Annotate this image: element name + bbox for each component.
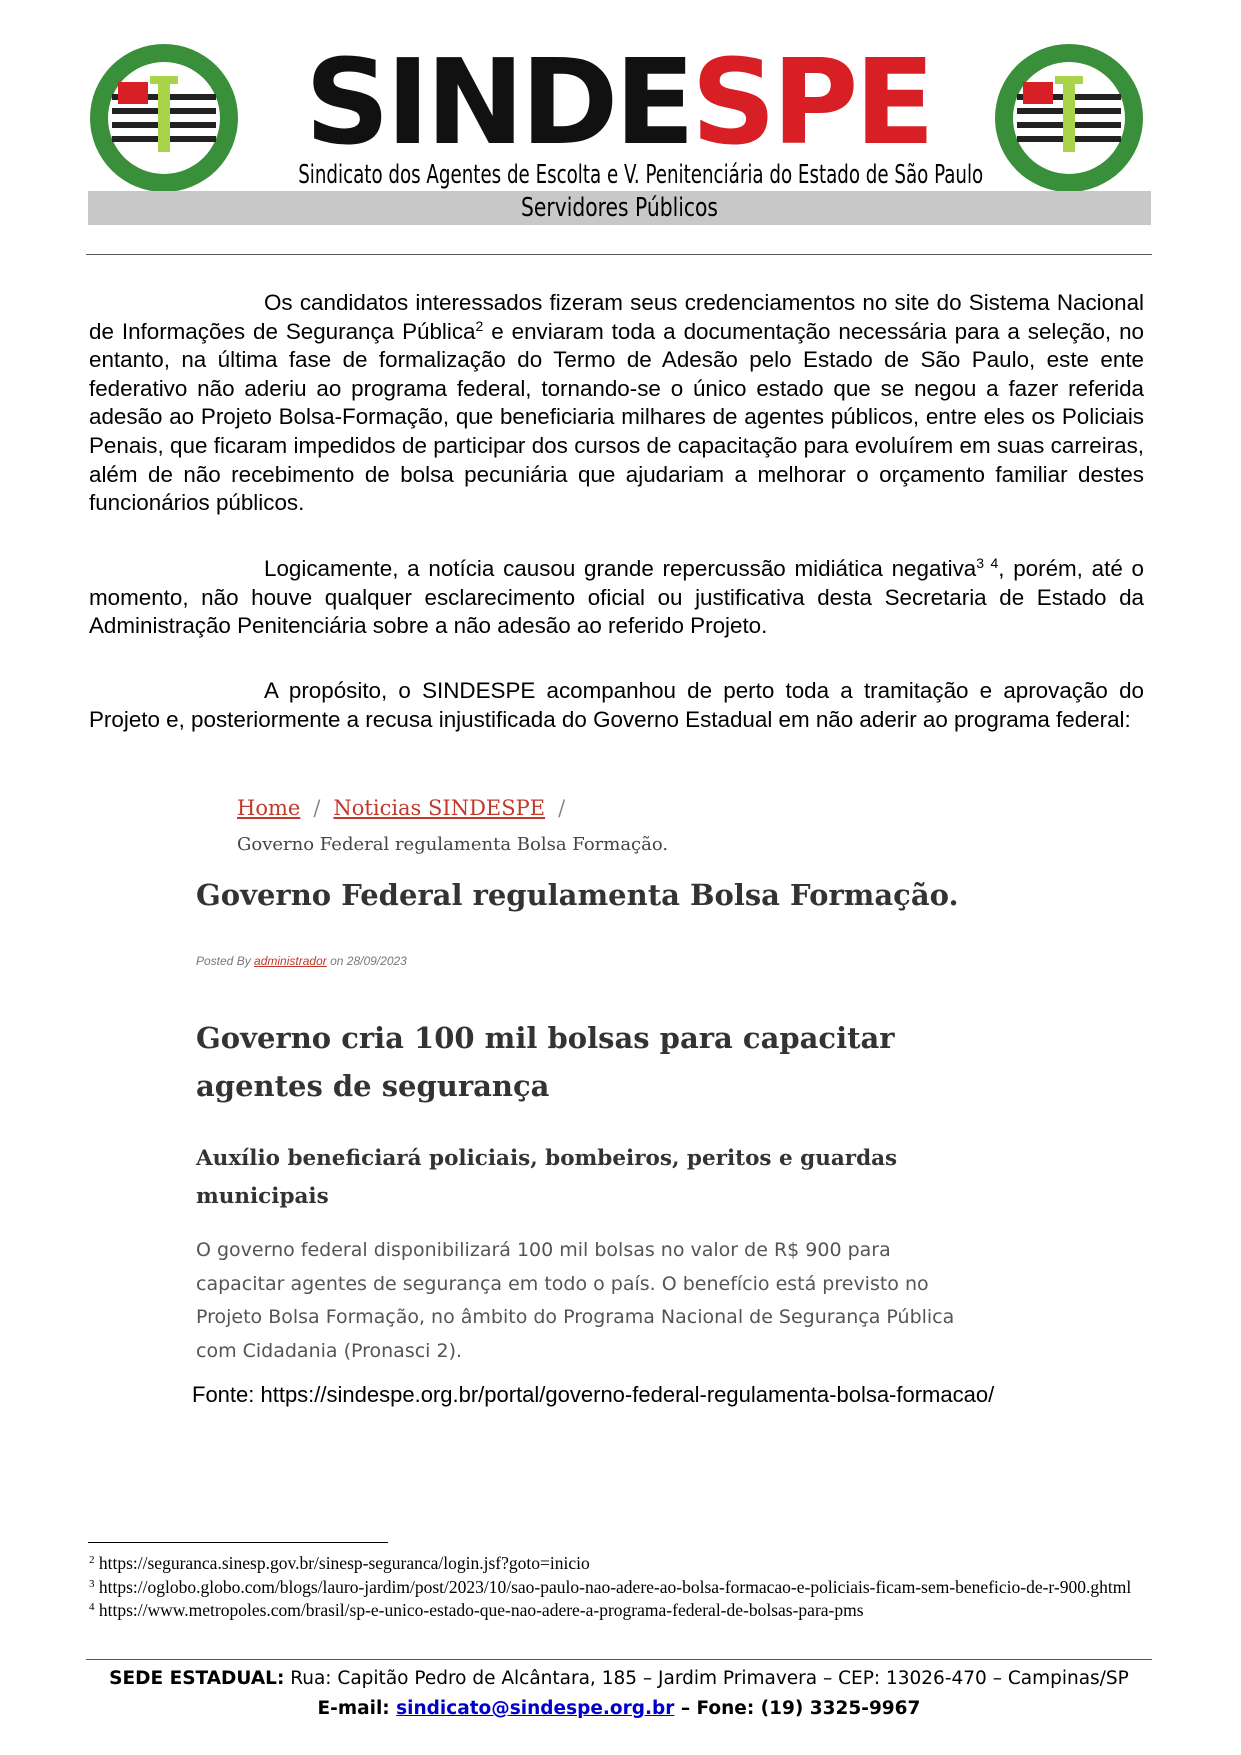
author-link[interactable]: administrador <box>254 954 327 968</box>
footnote-separator <box>88 1542 388 1543</box>
header-divider <box>86 254 1152 255</box>
page-footer <box>86 1664 1152 1724</box>
footnote-link[interactable]: https://oglobo.globo.com/blogs/lauro-jardim/post/2023/10/sao-paulo-nao-adere-ao-bolsa-formacao-e-policiais-ficam-sem-beneficio-de-r-900.ghtml <box>98 1576 1132 1597</box>
footnote-ref-2[interactable]: 2 <box>475 317 484 334</box>
breadcrumb-news-link[interactable]: Noticias SINDESPE <box>333 796 546 820</box>
paragraph-2: Logicamente, a notícia causou grande repercussão midiática negativa$^{3 4}$, porém, até o momento, não houve qualquer esclarecimento oficial ou justificativa desta Secretaria de Estado da Administração Penitenciária sobre a não adesão ao referido Projeto. <box>89 555 1144 639</box>
embedded-news-screenshot <box>192 796 959 1362</box>
email-link[interactable]: sindicato@sindespe.org.br <box>396 1698 675 1719</box>
article-lead: O governo federal disponibilizará 100 mil bolsas no valor de R$ 900 para capacitar agentes de segurança em todo o país. O benefício está previsto no Projeto Bolsa Formação, no âmbito do Programa Nacional de Segurança Pública com Cidadania (Pronasci 2). <box>196 1239 955 1362</box>
breadcrumb: Home / Noticias SINDESPE / <box>237 796 566 820</box>
article-title: Governo Federal regulamenta Bolsa Formação. <box>196 878 959 912</box>
footer-contact: E-mail: sindicato@sindespe.org.br – Fone: (19) 3325-9967 <box>317 1698 921 1719</box>
union-full-name: Sindicato dos Agentes de Escolta e V. Penitenciária do Estado de São Paulo <box>298 160 984 190</box>
footnote-item: $^2$ https://seguranca.sinesp.gov.br/sinesp-seguranca/login.jsf?goto=inicio <box>89 1553 590 1573</box>
paragraph-3: A propósito, o SINDESPE acompanhou de perto toda a tramitação e aprovação do Projeto e, posteriormente a recusa injustificada do Governo Estadual em não aderir ao programa federal: <box>89 678 1144 732</box>
footer-address: SEDE ESTADUAL: Rua: Capitão Pedro de Alcântara, 185 – Jardim Primavera – CEP: 13026-470 – Campinas/SP <box>109 1668 1129 1689</box>
footnote-link[interactable]: https://www.metropoles.com/brasil/sp-e-unico-estado-que-nao-adere-a-programa-federal-de-bolsas-para-pms <box>98 1600 864 1620</box>
paragraph-1: Os candidatos interessados fizeram seus credenciamentos no site do Sistema Nacional de Informações de Segurança Pública$^2$ e enviaram toda a documentação necessária para a seleção, no entanto, na última fase de formalização do Termo de Adesão pelo Estado de São Paulo, este ente federativo não aderiu ao programa federal, tornando-se o único estado que se negou a fazer referida adesão ao Projeto Bolsa-Formação, que beneficiaria milhares de agentes públicos, entre eles os Policiais Penais, que ficaram impedidos de participar dos cursos de capacitação para evoluírem em suas carreiras, além de não recebimento de bolsa pecuniária que ajudariam a melhorar o orçamento familiar destes funcionários públicos. <box>89 290 1145 516</box>
sindespe-seal-right-icon <box>993 42 1145 194</box>
article-subheadline: Auxílio beneficiará policiais, bombeiros, peritos e guardas municipais <box>196 1146 898 1209</box>
footnote-item: $^4$ https://www.metropoles.com/brasil/sp-e-unico-estado-que-nao-adere-a-programa-federal-de-bolsas-para-pms <box>89 1600 864 1620</box>
footnote-item: $^3$ https://oglobo.globo.com/blogs/lauro-jardim/post/2023/10/sao-paulo-nao-adere-ao-bolsa-formacao-e-policiais-ficam-sem-beneficio-de-r-900.ghtml <box>89 1576 1132 1597</box>
breadcrumb-current: Governo Federal regulamenta Bolsa Formação. <box>237 834 669 855</box>
footnote-ref-3-4[interactable]: 3 4 <box>976 555 999 571</box>
footer-divider <box>86 1659 1152 1660</box>
band-text: Servidores Públicos <box>521 193 718 223</box>
article-headline: Governo cria 100 mil bolsas para capacitar agentes de segurança <box>196 1021 895 1103</box>
letterhead <box>88 33 1151 228</box>
source-caption: Fonte: https://sindespe.org.br/portal/governo-federal-regulamenta-bolsa-formacao/ <box>192 1382 995 1407</box>
sindespe-seal-left-icon <box>88 42 240 194</box>
footnote-link[interactable]: https://seguranca.sinesp.gov.br/sinesp-seguranca/login.jsf?goto=inicio <box>98 1553 590 1573</box>
sindespe-logo: SINDESPE <box>304 33 932 171</box>
footnotes <box>89 1552 1149 1623</box>
breadcrumb-home-link[interactable]: Home <box>237 796 301 820</box>
post-meta: Posted By administrador on 28/09/2023 <box>196 954 407 968</box>
